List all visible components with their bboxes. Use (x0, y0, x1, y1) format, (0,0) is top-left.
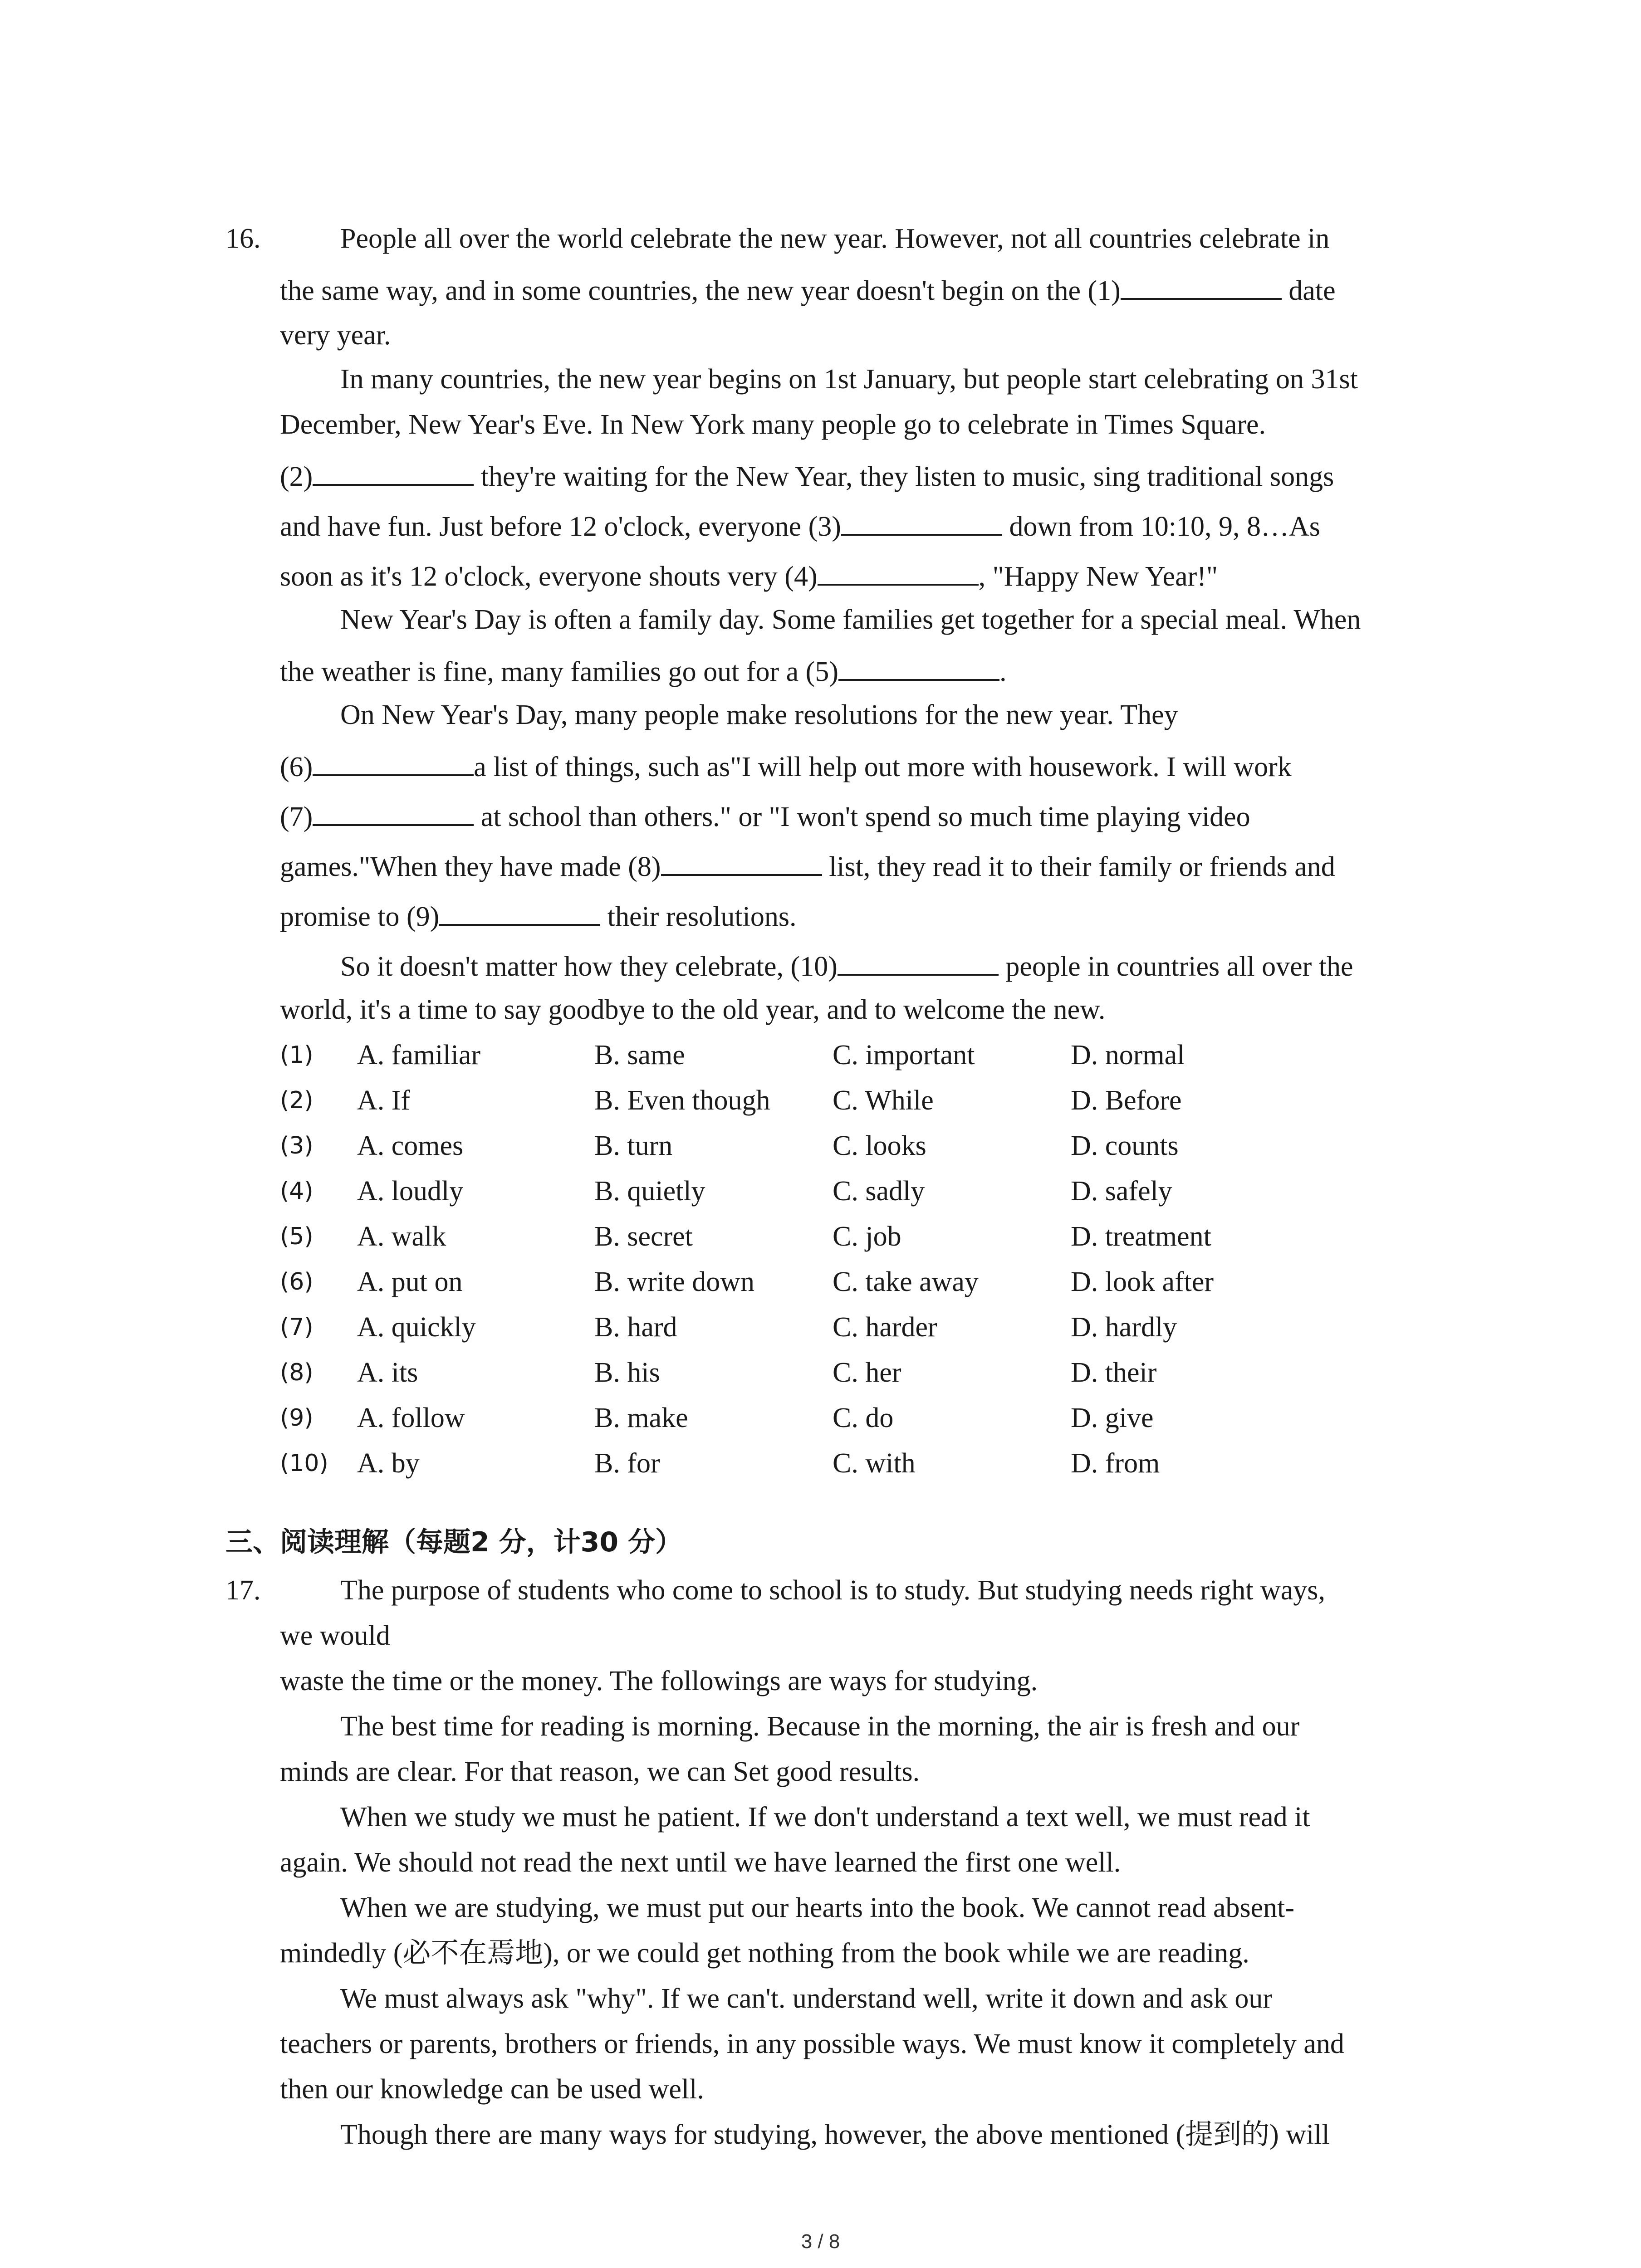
option-b[interactable]: B. his (594, 1357, 660, 1388)
q16-line-16: So it doesn't matter how they celebrate, (10) people in countries all over the (340, 951, 1353, 982)
question-17-number: 17. (225, 1575, 261, 1606)
option-c[interactable]: C. job (833, 1221, 901, 1252)
q17-line-7: again. We should not read the next until we have learned the first one well. (280, 1847, 1121, 1878)
option-b[interactable]: B. write down (594, 1266, 755, 1297)
blank-8[interactable] (661, 850, 822, 876)
q17-line-2: we would (280, 1620, 390, 1651)
question-16-number: 16. (225, 223, 261, 254)
option-row-number: (10) (280, 1450, 328, 1477)
option-c[interactable]: C. While (833, 1085, 934, 1116)
blank-6[interactable] (313, 751, 474, 776)
blank-9[interactable] (439, 900, 600, 926)
option-d[interactable]: D. hardly (1071, 1312, 1177, 1343)
option-a[interactable]: A. follow (357, 1403, 465, 1433)
option-a[interactable]: A. its (357, 1357, 418, 1388)
option-b[interactable]: B. for (594, 1448, 660, 1479)
blank-1[interactable] (1121, 274, 1282, 300)
q17-line-6: When we study we must he patient. If we don't understand a text well, we must read it (340, 1802, 1310, 1833)
option-c[interactable]: C. do (833, 1403, 894, 1433)
option-row-number: (3) (280, 1132, 314, 1159)
option-d[interactable]: D. normal (1071, 1040, 1185, 1070)
option-row-number: (6) (280, 1268, 314, 1295)
option-b[interactable]: B. hard (594, 1312, 677, 1343)
option-d[interactable]: D. treatment (1071, 1221, 1211, 1252)
q16-line-9: New Year's Day is often a family day. Some families get together for a special meal. When (340, 604, 1361, 635)
q16-line-7: and have fun. Just before 12 o'clock, everyone (3) down from 10:10, 9, 8…As (280, 511, 1320, 542)
option-d[interactable]: D. safely (1071, 1176, 1172, 1207)
q17-line-9: mindedly (必不在焉地), or we could get nothing from the book while we are reading. (280, 1938, 1249, 1969)
option-a[interactable]: A. by (357, 1448, 420, 1479)
option-row-number: (7) (280, 1314, 314, 1341)
q17-line-12: then our knowledge can be used well. (280, 2074, 704, 2105)
option-d[interactable]: D. Before (1071, 1085, 1182, 1116)
q17-line-4: The best time for reading is morning. Because in the morning, the air is fresh and our (340, 1711, 1300, 1742)
option-c[interactable]: C. with (833, 1448, 916, 1479)
option-c[interactable]: C. harder (833, 1312, 937, 1343)
option-row-number: (4) (280, 1178, 314, 1205)
q16-line-8: soon as it's 12 o'clock, everyone shouts very (4) , "Happy New Year!" (280, 561, 1218, 592)
option-d[interactable]: D. give (1071, 1403, 1154, 1433)
option-row-number: (8) (280, 1359, 314, 1386)
option-a[interactable]: A. loudly (357, 1176, 464, 1207)
option-a[interactable]: A. If (357, 1085, 411, 1116)
blank-4[interactable] (818, 560, 979, 586)
option-row-number: (5) (280, 1223, 314, 1250)
option-a[interactable]: A. familiar (357, 1040, 481, 1070)
blank-7[interactable] (313, 801, 474, 826)
q17-line-1: The purpose of students who come to school is to study. But studying needs right ways, (340, 1575, 1325, 1606)
option-d[interactable]: D. counts (1071, 1130, 1179, 1161)
option-b[interactable]: B. turn (594, 1130, 673, 1161)
option-b[interactable]: B. make (594, 1403, 688, 1433)
option-b[interactable]: B. Even though (594, 1085, 770, 1116)
q16-line-5: December, New Year's Eve. In New York many people go to celebrate in Times Square. (280, 409, 1266, 440)
q17-line-5: minds are clear. For that reason, we can Set good results. (280, 1756, 920, 1787)
blank-10[interactable] (838, 950, 999, 976)
option-c[interactable]: C. sadly (833, 1176, 925, 1207)
option-c[interactable]: C. her (833, 1357, 901, 1388)
q16-line-4: In many countries, the new year begins on 1st January, but people start celebrating on 31st (340, 364, 1358, 395)
blank-2[interactable] (313, 460, 474, 486)
q16-line-15: promise to (9) their resolutions. (280, 901, 797, 932)
q17-line-11: teachers or parents, brothers or friends, in any possible ways. We must know it completely and (280, 2028, 1344, 2059)
option-row-number: (2) (280, 1087, 314, 1114)
option-a[interactable]: A. comes (357, 1130, 464, 1161)
q16-line-1: People all over the world celebrate the new year. However, not all countries celebrate in (340, 223, 1330, 254)
blank-3[interactable] (841, 510, 1002, 536)
q17-line-8: When we are studying, we must put our hearts into the book. We cannot read absent- (340, 1892, 1295, 1923)
option-a[interactable]: A. quickly (357, 1312, 476, 1343)
option-d[interactable]: D. look after (1071, 1266, 1214, 1297)
option-row-number: (9) (280, 1404, 314, 1432)
option-c[interactable]: C. looks (833, 1130, 926, 1161)
option-d[interactable]: D. from (1071, 1448, 1160, 1479)
option-c[interactable]: C. important (833, 1040, 975, 1070)
q16-line-17: world, it's a time to say goodbye to the old year, and to welcome the new. (280, 994, 1106, 1025)
option-row-number: (1) (280, 1041, 314, 1069)
q17-line-13: Though there are many ways for studying, however, the above mentioned (提到的) will (340, 2119, 1330, 2150)
q16-line-2: the same way, and in some countries, the new year doesn't begin on the (1) date (280, 275, 1336, 306)
q17-line-10: We must always ask "why". If we can't. understand well, write it down and ask our (340, 1983, 1273, 2014)
option-c[interactable]: C. take away (833, 1266, 979, 1297)
option-a[interactable]: A. walk (357, 1221, 446, 1252)
q16-line-13: (7) at school than others." or "I won't spend so much time playing video (280, 802, 1250, 832)
option-a[interactable]: A. put on (357, 1266, 463, 1297)
option-b[interactable]: B. quietly (594, 1176, 705, 1207)
q17-line-3: waste the time or the money. The followings are ways for studying. (280, 1666, 1038, 1696)
section-heading: 三、阅读理解（每题2 分，计30 分） (225, 1526, 683, 1558)
q16-line-14: games."When they have made (8) list, they read it to their family or friends and (280, 851, 1335, 882)
q16-line-10: the weather is fine, many families go out for a (5) . (280, 656, 1007, 687)
page-number: 3 / 8 (801, 2230, 840, 2253)
q16-line-12: (6) a list of things, such as"I will help out more with housework. I will work (280, 752, 1292, 782)
blank-5[interactable] (838, 655, 999, 681)
q16-line-6: (2) they're waiting for the New Year, they listen to music, sing traditional songs (280, 461, 1334, 492)
q16-line-3: very year. (280, 320, 391, 351)
q16-line-11: On New Year's Day, many people make resolutions for the new year. They (340, 699, 1178, 730)
option-b[interactable]: B. secret (594, 1221, 693, 1252)
option-d[interactable]: D. their (1071, 1357, 1157, 1388)
option-b[interactable]: B. same (594, 1040, 685, 1070)
